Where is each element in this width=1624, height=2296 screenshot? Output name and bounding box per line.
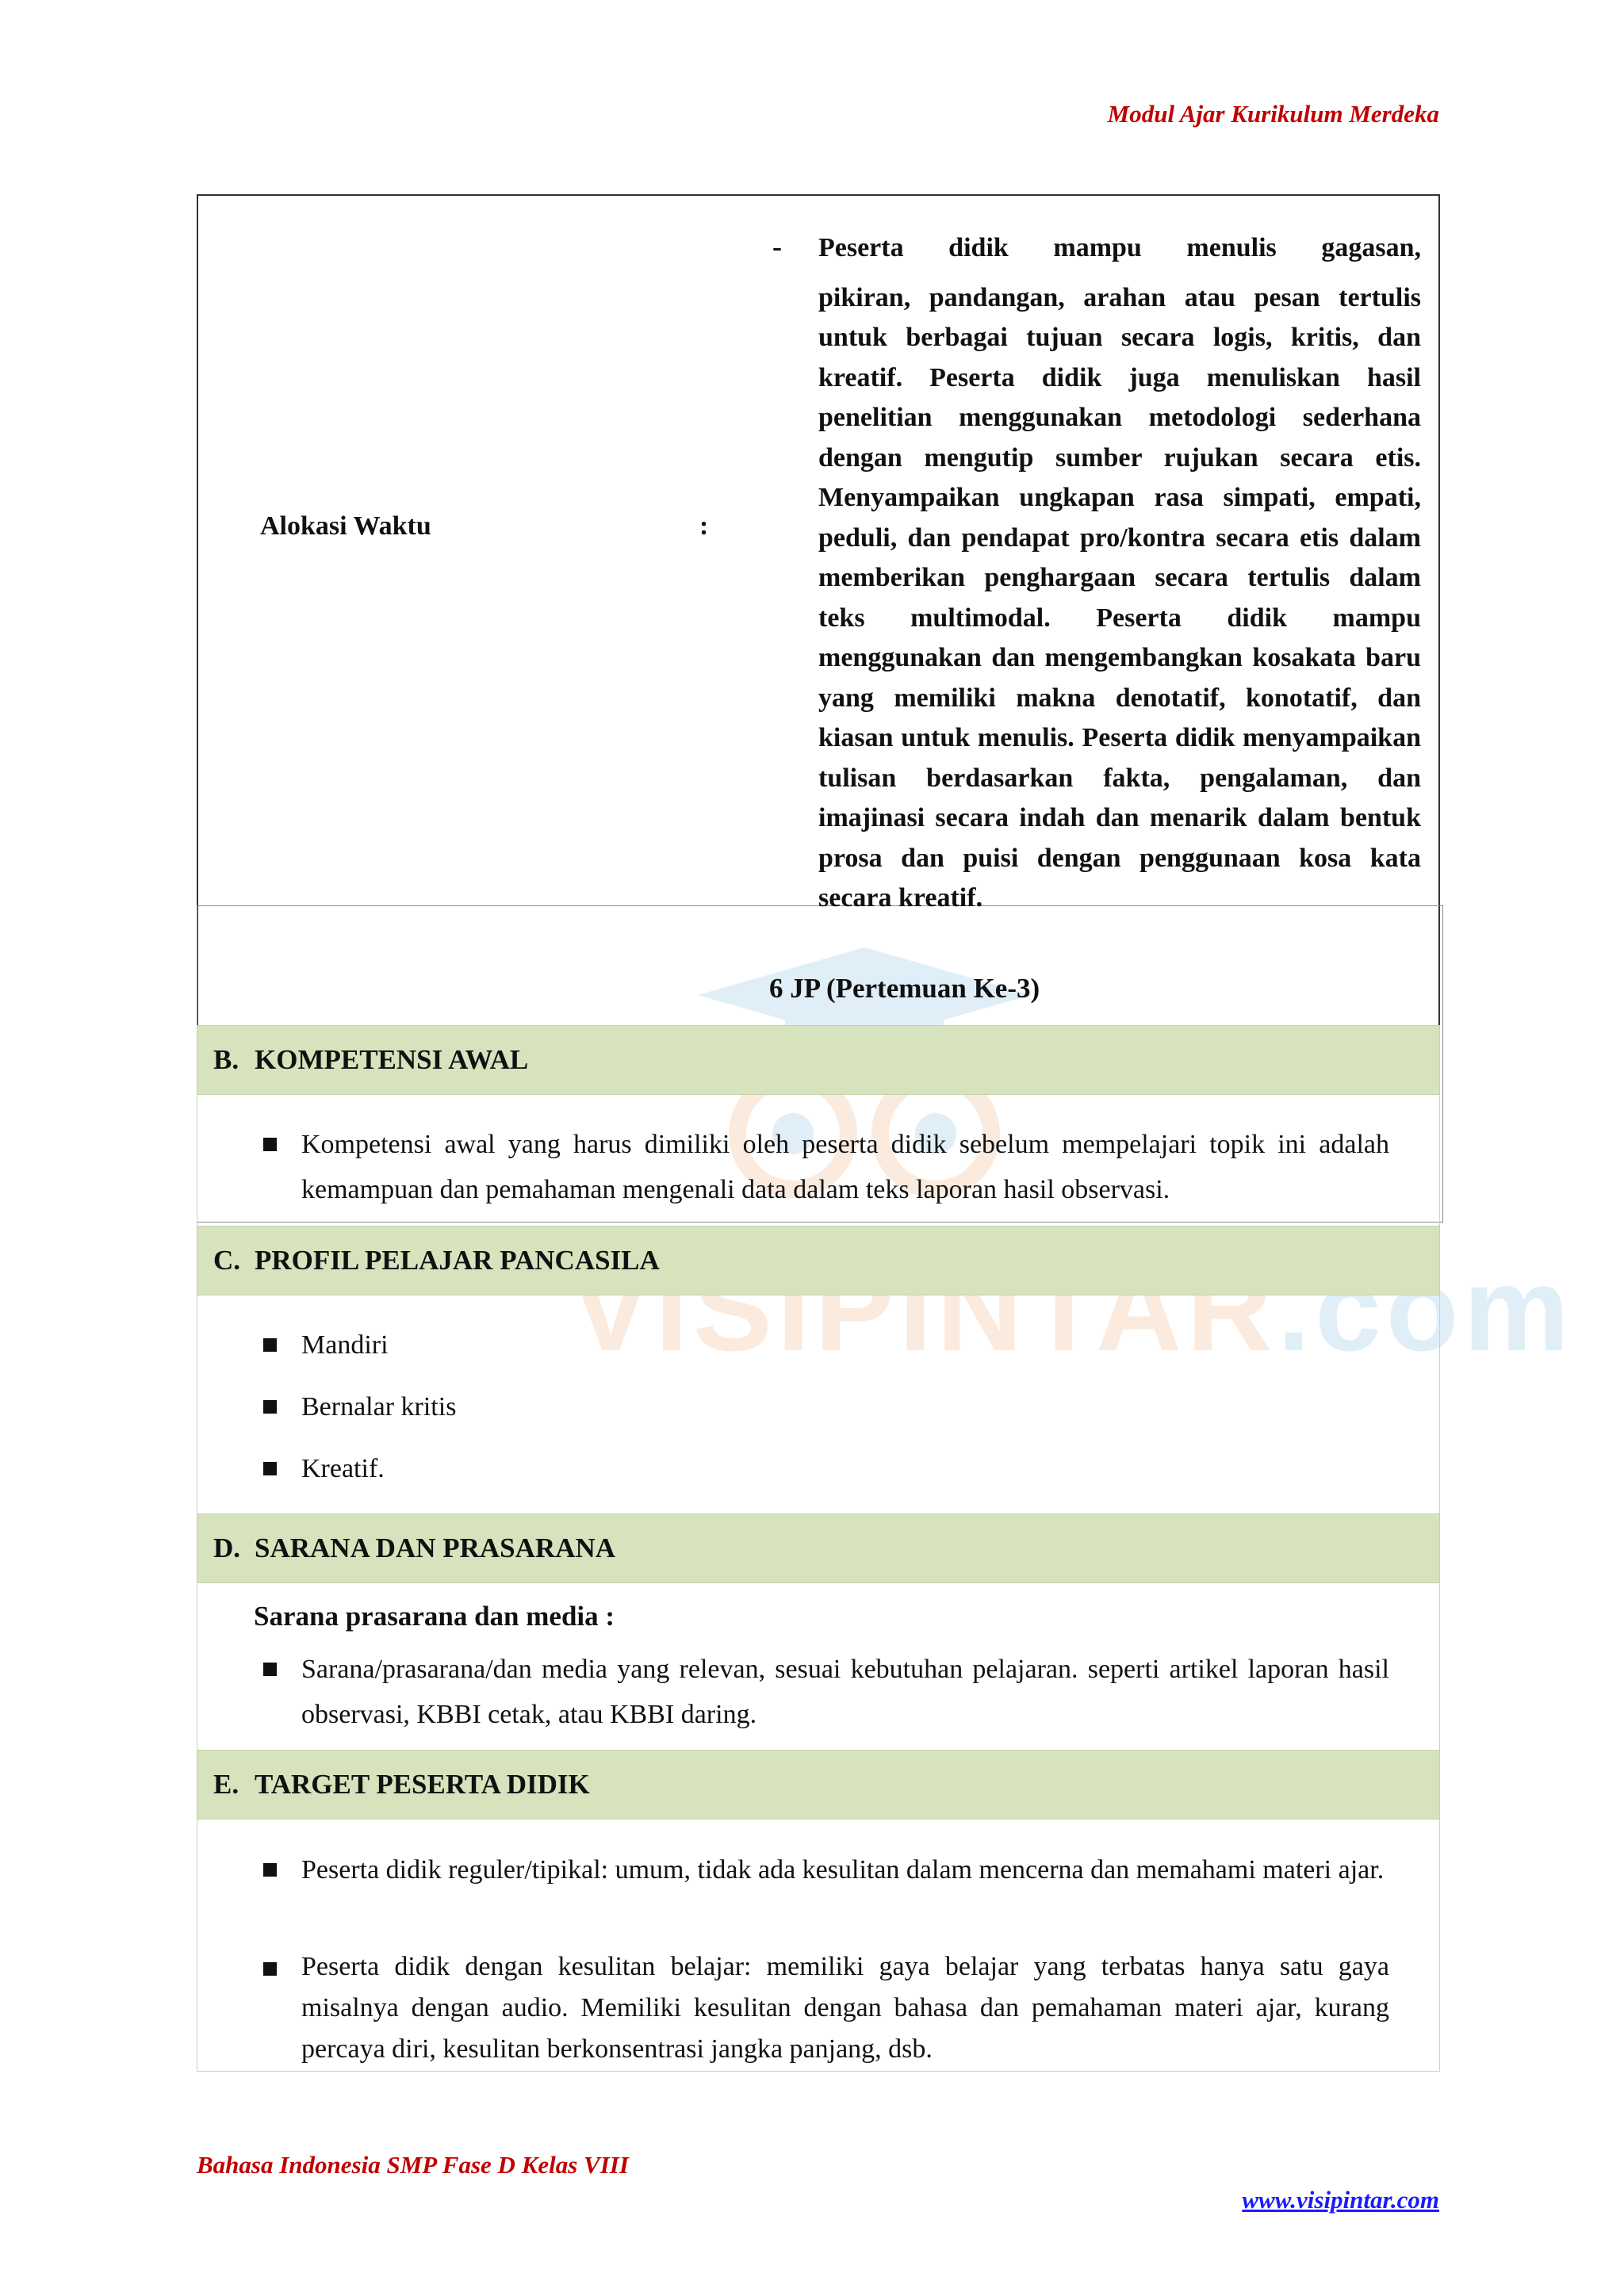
list-item bbox=[263, 1322, 1389, 1368]
section-d-heading bbox=[197, 1513, 1440, 1583]
section-e-number: E. bbox=[213, 1769, 239, 1800]
page-header-title: Modul Ajar Kurikulum Merdeka bbox=[1107, 100, 1439, 128]
footer-subject: Bahasa Indonesia SMP Fase D Kelas VIII bbox=[197, 2151, 629, 2179]
list-item bbox=[263, 1384, 1389, 1429]
sarana-sub-label: Sarana prasarana dan media : bbox=[254, 1601, 615, 1632]
section-b-title: KOMPETENSI AWAL bbox=[255, 1044, 529, 1075]
section-d-title: SARANA DAN PRASARANA bbox=[255, 1533, 616, 1563]
cp-rest: pikiran, pandangan, arahan atau pesan tertulis untuk berbagai tujuan secara logis, kritis, dan kreatif. Peserta didik juga menuliskan hasil penelitian menggunakan metodologi sederhana dengan mengutip sumber rujukan secara etis. Menyampaikan ungkapan rasa simpati, empati, peduli, dan pendapat pro/kontra secara etis dalam memberikan penghargaan secara tertulis dalam teks multimodal. Peserta didik mampu menggunakan dan mengembangkan kosakata baru yang memiliki makna denotatif, konotatif, dan kiasan untuk menulis. Peserta didik menyampaikan tulisan berdasarkan fakta, pengalaman, dan imajinasi secara indah dan menarik dalam bentuk prosa dan puisi dengan penggunaan kosa kata secara kreatif. bbox=[818, 282, 1421, 913]
list-item-text: Bernalar kritis bbox=[301, 1392, 457, 1422]
alokasi-waktu-label: Alokasi Waktu bbox=[260, 511, 431, 541]
jp-value: 6 JP (Pertemuan Ke-3) bbox=[769, 973, 1040, 1004]
list-item bbox=[263, 1946, 1389, 2070]
bullet-square-icon bbox=[263, 1138, 277, 1151]
list-item-text: Kreatif. bbox=[301, 1454, 385, 1483]
cp-first-line: Peserta didik mampu menulis gagasan, bbox=[818, 233, 1421, 262]
section-b-heading bbox=[197, 1025, 1440, 1095]
list-item bbox=[263, 1446, 1389, 1491]
section-c-number: C. bbox=[213, 1245, 241, 1276]
watermark-suffix: .com bbox=[1277, 1242, 1574, 1376]
section-c-heading bbox=[197, 1226, 1440, 1295]
bullet-square-icon bbox=[263, 1338, 277, 1352]
bullet-square-icon bbox=[263, 1663, 277, 1676]
bullet-square-icon bbox=[263, 1962, 277, 1976]
watermark-brand: VISIPINTAR bbox=[571, 1242, 1277, 1376]
section-b-number: B. bbox=[213, 1044, 239, 1075]
list-item bbox=[263, 1122, 1389, 1212]
bullet-square-icon bbox=[263, 1863, 277, 1877]
list-item bbox=[263, 1847, 1389, 1892]
bullet-square-icon bbox=[263, 1462, 277, 1475]
section-e-title: TARGET PESERTA DIDIK bbox=[255, 1769, 590, 1800]
footer-website-link[interactable]: www.visipintar.com bbox=[1242, 2186, 1439, 2214]
section-e-heading bbox=[197, 1750, 1440, 1820]
list-item-text: Sarana/prasarana/dan media yang relevan, sesuai kebutuhan pelajaran. seperti artikel laporan hasil observasi, KBBI cetak, atau KBBI daring. bbox=[301, 1655, 1389, 1729]
section-c-title: PROFIL PELAJAR PANCASILA bbox=[255, 1245, 660, 1276]
list-item-text: Peserta didik dengan kesulitan belajar: memiliki gaya belajar yang terbatas hanya satu gaya misalnya dengan audio. Memiliki kesulitan dengan bahasa dan pemahaman materi ajar, kurang percaya diri, kesulitan berkonsentrasi jangka panjang, dsb. bbox=[301, 1952, 1389, 2064]
list-item bbox=[263, 1647, 1389, 1737]
capaian-pembelajaran-text bbox=[818, 228, 1421, 919]
cp-dash: - bbox=[772, 231, 782, 262]
alokasi-colon: : bbox=[699, 511, 709, 541]
list-item-text: Peserta didik reguler/tipikal: umum, tidak ada kesulitan dalam mencerna dan memahami materi ajar. bbox=[301, 1855, 1385, 1885]
section-d-number: D. bbox=[213, 1533, 241, 1563]
list-item-text: Mandiri bbox=[301, 1330, 389, 1360]
list-item-text: Kompetensi awal yang harus dimiliki oleh peserta didik sebelum mempelajari topik ini adalah kemampuan dan pemahaman mengenali data dalam teks laporan hasil observasi. bbox=[301, 1130, 1389, 1204]
bullet-square-icon bbox=[263, 1400, 277, 1414]
